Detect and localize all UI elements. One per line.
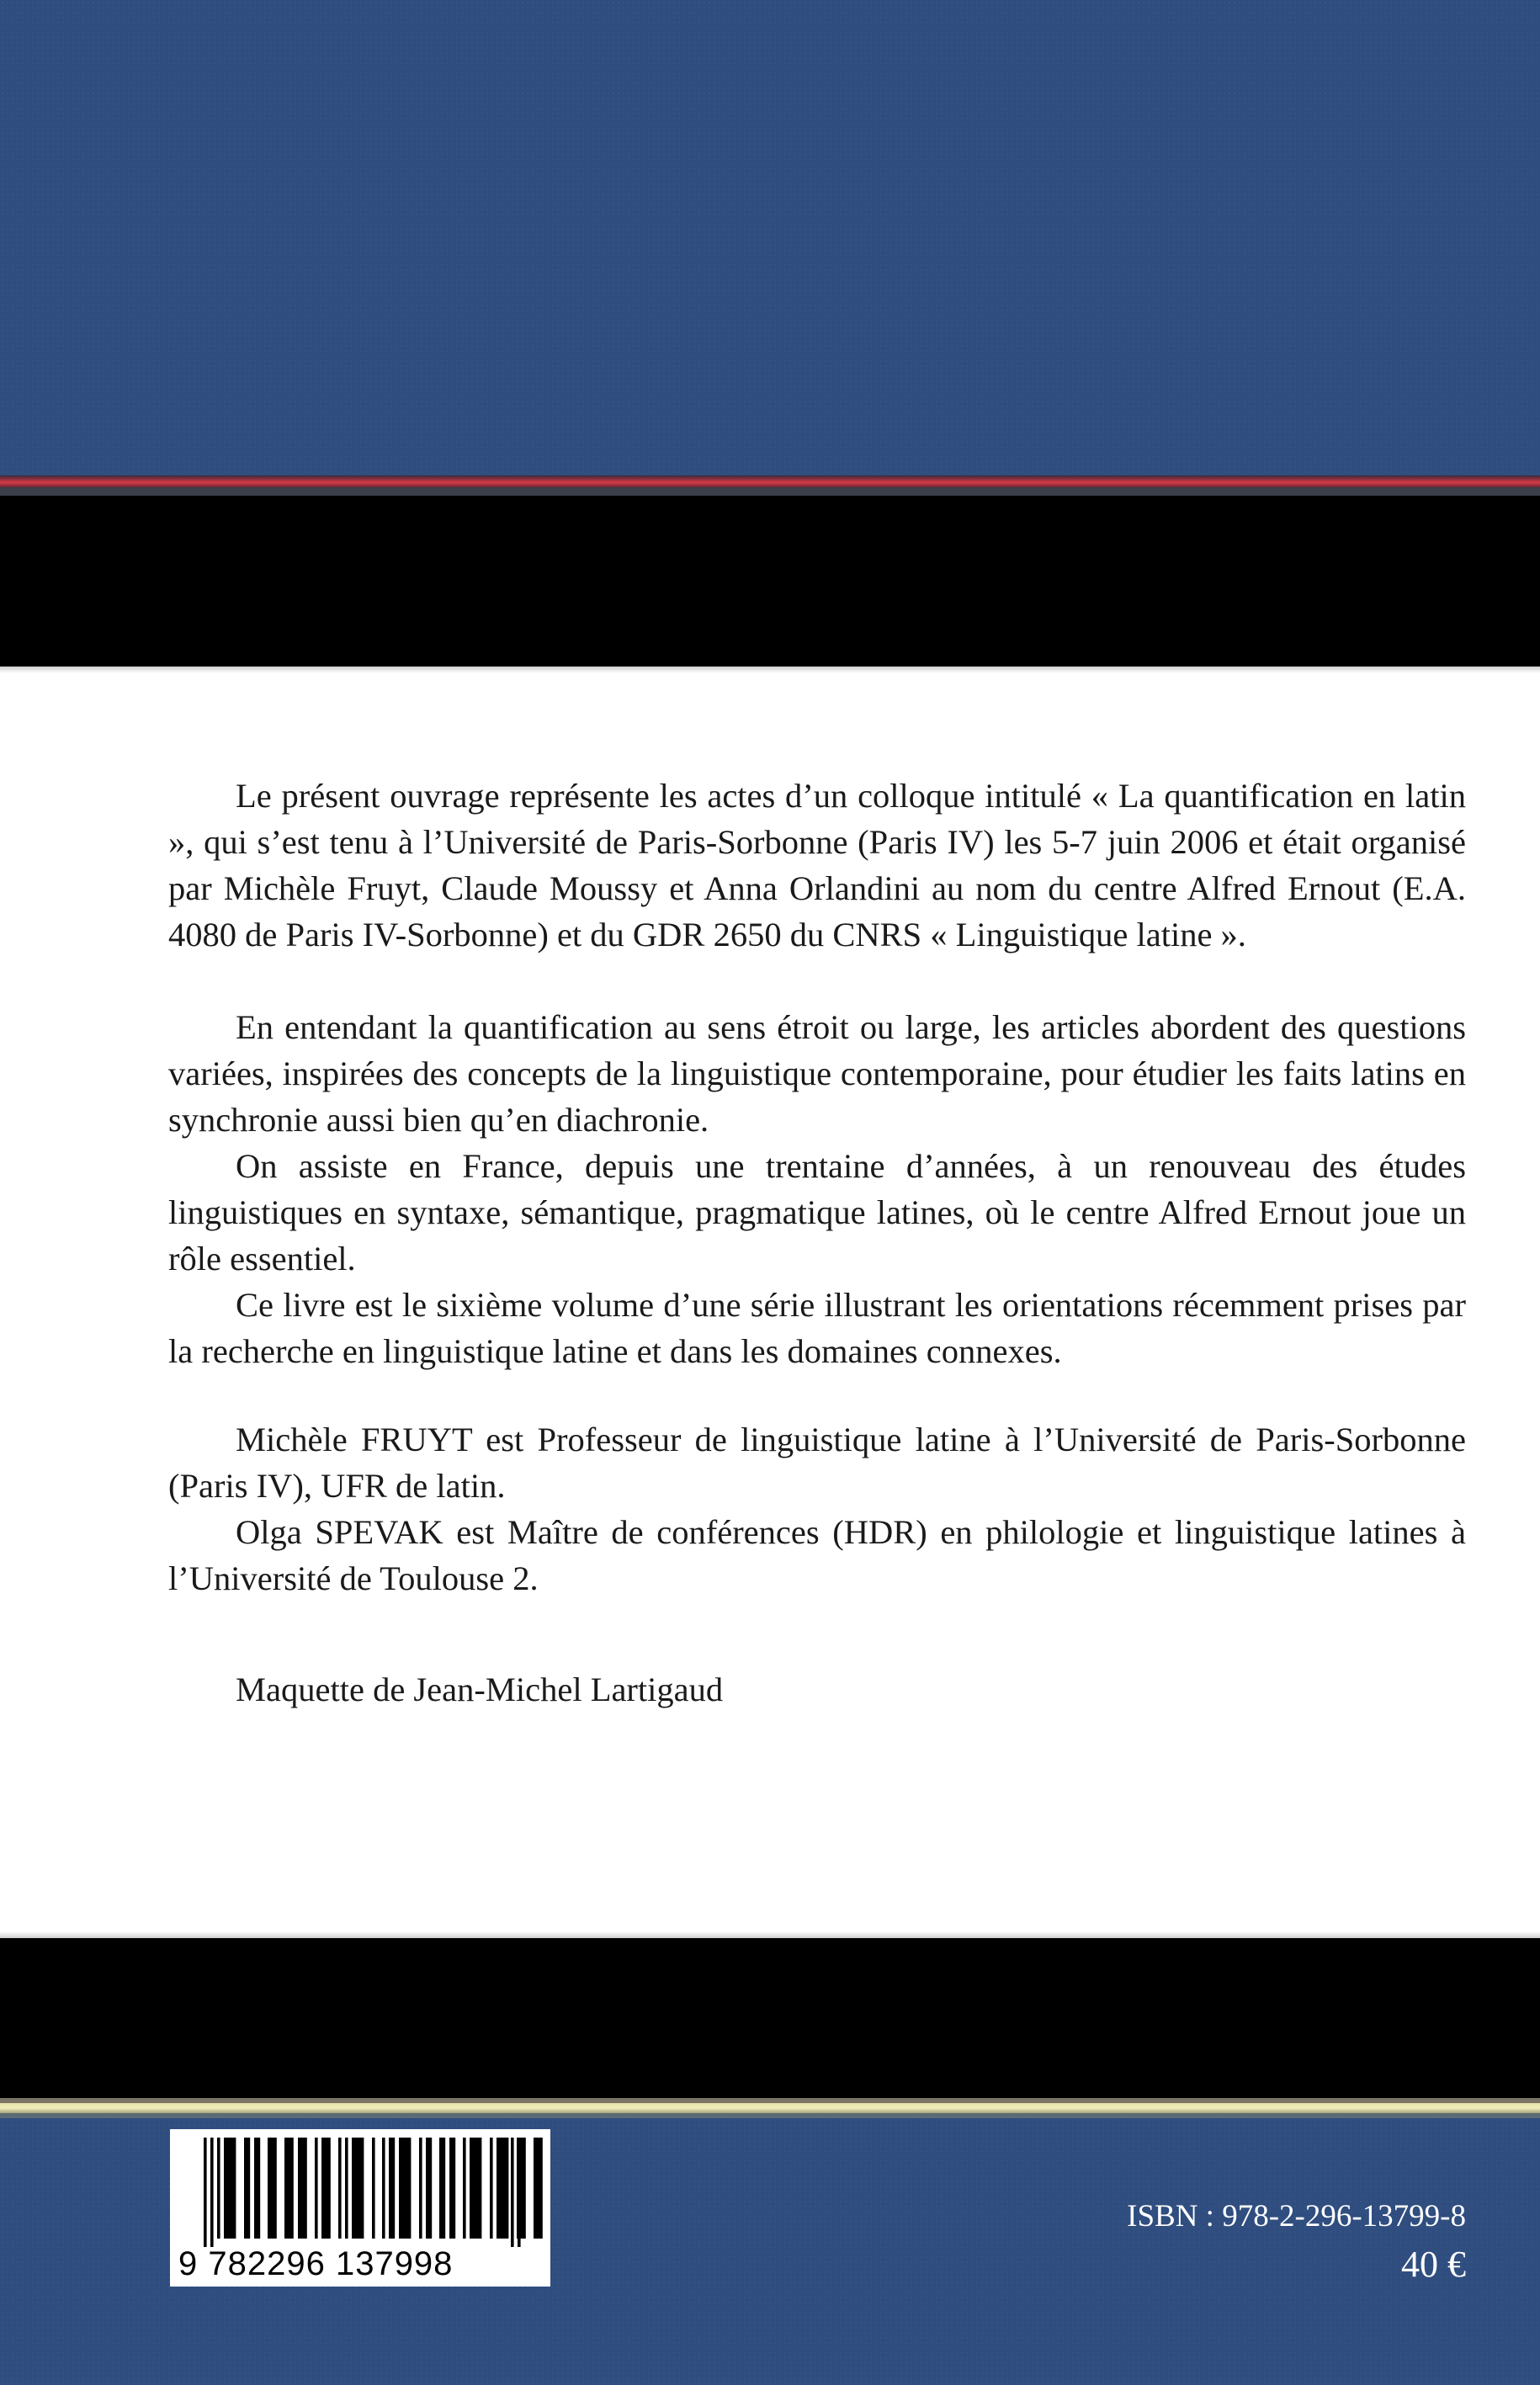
barcode-bar (284, 2138, 294, 2239)
barcode-bar (268, 2138, 277, 2239)
back-cover-text-area (0, 673, 1540, 1931)
top-red-stripe (0, 475, 1540, 487)
summary-paragraph-2: En entendant la quantification au sens étroit ou large, les articles abordent des questions variées, inspirées des concepts de la linguistique contemporaine, pour étudier les faits latins en synchronie aussi bien qu’en diachronie. (168, 1008, 1466, 1139)
barcode-bar (470, 2138, 481, 2239)
barcode-bar (372, 2138, 375, 2239)
barcode-bar (382, 2138, 385, 2239)
barcode-bar (210, 2138, 214, 2247)
top-shadow (0, 667, 1540, 673)
author-bio-spevak: Olga SPEVAK est Maître de conférences (HDR) en philologie et linguistique latines à l’Université de Toulouse 2. (168, 1513, 1466, 1597)
barcode-bar (490, 2138, 493, 2239)
bottom-shadow (0, 1931, 1540, 1938)
barcode-bar (298, 2138, 307, 2239)
barcode-number: 9 782296 137998 (178, 2245, 454, 2282)
top-grey-stripe (0, 487, 1540, 496)
summary-paragraph-1: Le présent ouvrage représente les actes d’un colloque intitulé « La quantification en latin », qui s’est tenu à l’Université de Paris-Sorbonne (Paris IV) les 5-7 juin 2006 et était organisé par Michèle Fruyt, Claude Moussy et Anna Orlandini au nom du centre Alfred Ernout (E.A. 4080 de Paris IV-Sorbonne) et du GDR 2650 du CNRS « Linguistique latine ». (168, 777, 1466, 953)
top-black-band (0, 496, 1540, 667)
barcode-bars (170, 2129, 550, 2247)
barcode-bar (338, 2138, 342, 2239)
barcode-bar (345, 2138, 348, 2239)
barcode-bar (315, 2138, 318, 2239)
summary-paragraph-4: Ce livre est le sixième volume d’une série illustrant les orientations récemment prises par la recherche en linguistique latine et dans les domaines connexes. (168, 1286, 1466, 1370)
top-blue-panel (0, 0, 1540, 475)
barcode-bar (389, 2138, 395, 2239)
barcode-bar (244, 2138, 250, 2239)
barcode-bar (463, 2138, 466, 2239)
barcode (170, 2129, 550, 2287)
barcode-bar (204, 2138, 207, 2247)
barcode-bar (518, 2138, 521, 2247)
barcode-bar (497, 2138, 508, 2239)
author-bio-fruyt: Michèle FRUYT est Professeur de linguistique latine à l’Université de Paris-Sorbonne (Paris IV), UFR de latin. (168, 1421, 1466, 1505)
price: 40 € (1401, 2244, 1466, 2285)
barcode-bar (254, 2138, 260, 2239)
barcode-bar (217, 2138, 220, 2239)
barcode-bar (352, 2138, 364, 2239)
barcode-bar (224, 2138, 236, 2239)
bottom-cream-stripe (0, 2103, 1540, 2113)
isbn: ISBN : 978-2-296-13799-8 (1127, 2199, 1466, 2234)
barcode-bar (426, 2138, 432, 2239)
barcode-bar (321, 2138, 331, 2239)
bottom-black-band (0, 1938, 1540, 2098)
summary-paragraph-3: On assiste en France, depuis une trentaine d’années, à un renouveau des études linguistiques en syntaxe, sémantique, pragmatique latines, où le centre Alfred Ernout joue un rôle essentiel. (168, 1147, 1466, 1277)
design-credit: Maquette de Jean-Michel Lartigaud (236, 1671, 724, 1708)
barcode-bar (534, 2138, 543, 2239)
barcode-bar (439, 2138, 445, 2239)
barcode-bar (449, 2138, 455, 2239)
barcode-bar (399, 2138, 411, 2239)
barcode-bar (419, 2138, 422, 2239)
barcode-bar (511, 2138, 514, 2247)
